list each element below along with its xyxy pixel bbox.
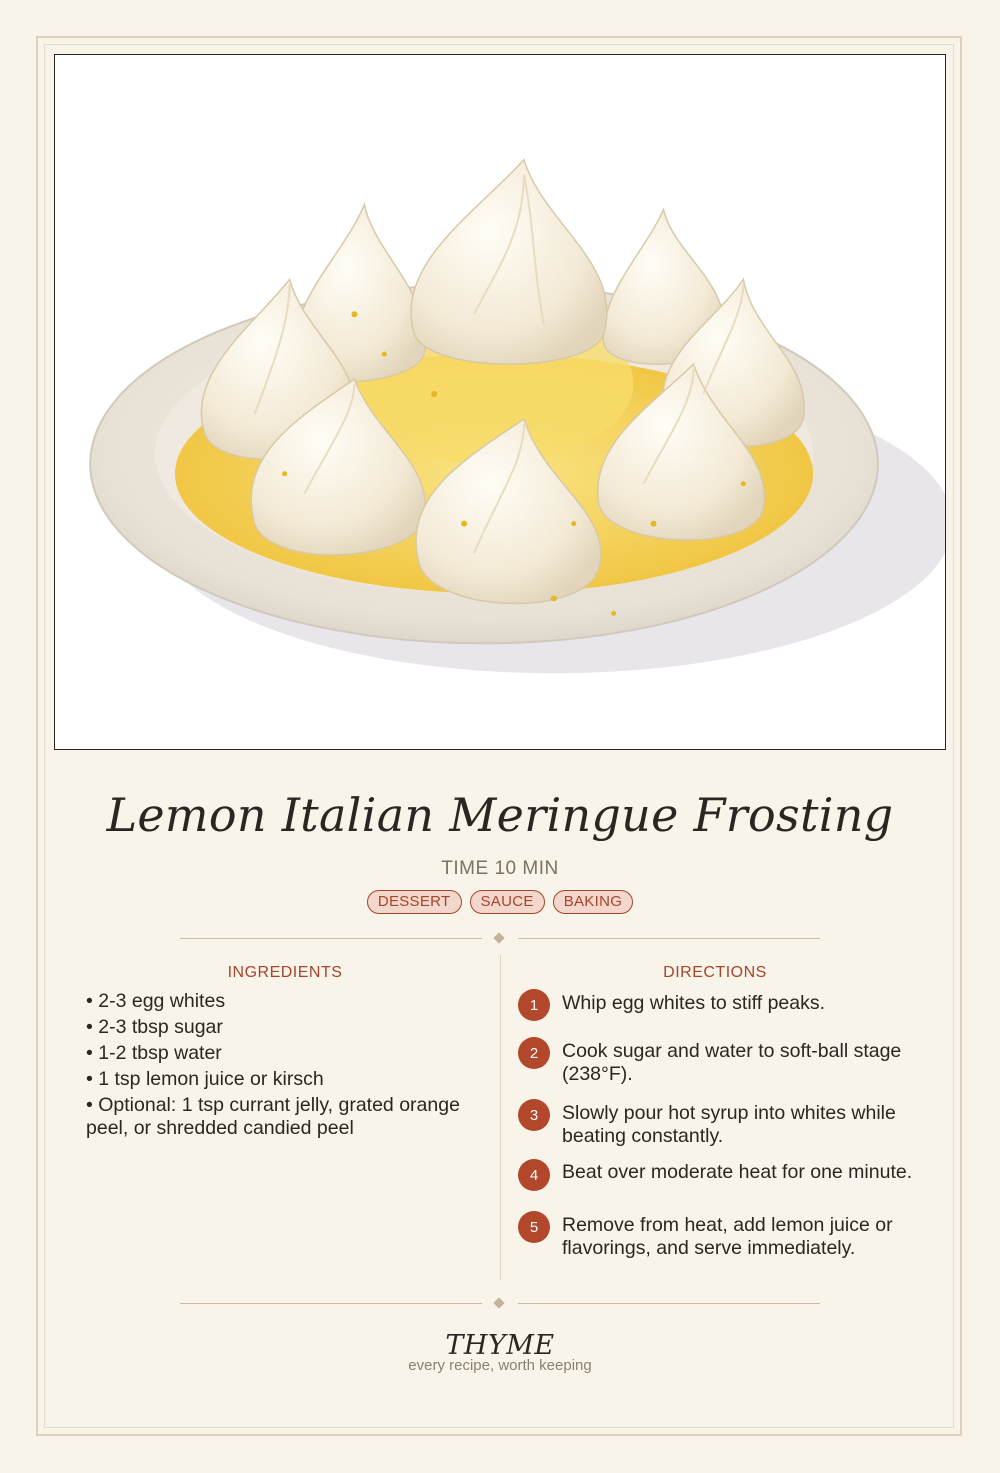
step-number-badge: 4: [518, 1159, 550, 1191]
step-number-badge: 3: [518, 1099, 550, 1131]
brand-tagline: every recipe, worth keeping: [408, 1357, 592, 1374]
recipe-title: Lemon Italian Meringue Frosting: [106, 788, 894, 842]
ingredients-list: [86, 990, 486, 1143]
ingredient-item: • 2-3 egg whites: [86, 990, 226, 1012]
diamond-icon: [493, 932, 504, 943]
recipe-photo: [54, 54, 946, 750]
ingredients-heading: INGREDIENTS: [227, 964, 343, 981]
step-text: Beat over moderate heat for one minute.: [562, 1161, 913, 1183]
divider-bottom: [180, 1297, 820, 1311]
tag-baking[interactable]: BAKING: [553, 890, 633, 914]
tag-dessert[interactable]: DESSERT: [367, 890, 462, 914]
column-divider: [500, 955, 501, 1280]
meringue-plate-illustration: [55, 55, 945, 749]
ingredient-item: • 2-3 tbsp sugar: [86, 1016, 223, 1038]
directions-heading: DIRECTIONS: [663, 964, 767, 981]
ingredient-item: • Optional: 1 tsp currant jelly, grated orange peel, or shredded candied peel: [86, 1094, 460, 1139]
step-text: Remove from heat, add lemon juice or flavorings, and serve immediately.: [562, 1214, 893, 1259]
step-number-badge: 5: [518, 1211, 550, 1243]
diamond-icon: [493, 1297, 504, 1308]
tag-sauce[interactable]: SAUCE: [470, 890, 545, 914]
step-number-badge: 2: [518, 1037, 550, 1069]
ingredient-item: • 1-2 tbsp water: [86, 1042, 222, 1064]
step-text: Slowly pour hot syrup into whites while beating constantly.: [562, 1102, 896, 1147]
recipe-time: TIME 10 MIN: [441, 858, 559, 879]
step-number-badge: 1: [518, 989, 550, 1021]
ingredient-item: • 1 tsp lemon juice or kirsch: [86, 1068, 324, 1090]
tag-list: [0, 890, 1000, 914]
brand-name: THYME: [445, 1330, 555, 1361]
divider-top: [180, 932, 820, 946]
step-text: Whip egg whites to stiff peaks.: [562, 992, 826, 1014]
step-text: Cook sugar and water to soft-ball stage (238°F).: [562, 1040, 902, 1085]
